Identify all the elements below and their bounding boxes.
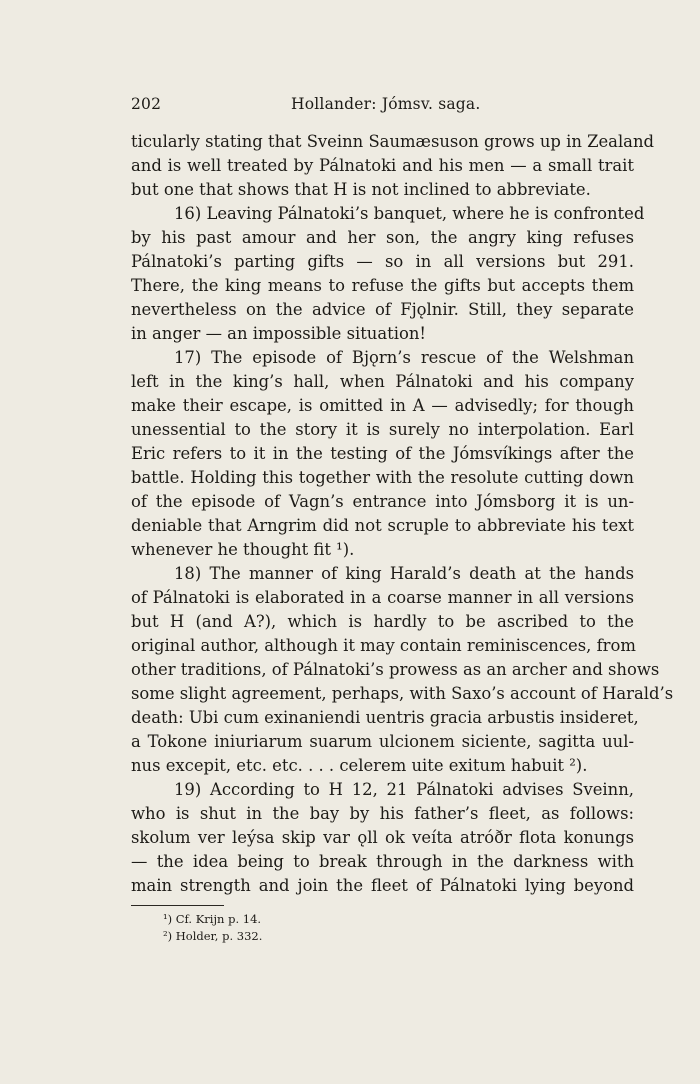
text-line: ticularly stating that Sveinn Saumæsuson grows up in Zealand: [131, 132, 655, 151]
body-text: [131, 130, 674, 898]
text-line: original author, although it may contain reminiscences, from: [131, 636, 636, 655]
running-title: Hollander: Jómsv. saga.: [291, 95, 481, 113]
text-line: and is well treated by Pálnatoki and his men — a small trait: [131, 156, 634, 175]
text-line: other traditions, of Pálnatoki’s prowess as an archer and shows: [131, 660, 660, 679]
text-line: 17) The episode of Bjǫrn’s rescue of the Welshman: [174, 348, 634, 367]
text-line: 18) The manner of king Harald’s death at the hands: [174, 564, 634, 583]
text-line: Eric refers to it in the testing of the Jómsvíkings after the: [131, 444, 634, 463]
text-line: make their escape, is omitted in A — advisedly; for though: [131, 396, 634, 415]
text-line: 16) Leaving Pálnatoki’s banquet, where he is confronted: [174, 204, 645, 223]
text-line: Pálnatoki’s parting gifts — so in all versions but 291.: [131, 252, 634, 271]
text-line: 19) According to H 12, 21 Pálnatoki advises Sveinn,: [174, 780, 634, 799]
text-line: unessential to the story it is surely no interpolation. Earl: [131, 420, 634, 439]
text-line: of Pálnatoki is elaborated in a coarse manner in all versions: [131, 588, 634, 607]
text-line: battle. Holding this together with the resolute cutting down: [131, 468, 634, 487]
text-line: nus excepit, etc. etc. . . . celerem uite exitum habuit ²).: [131, 756, 588, 775]
text-line: but H (and A?), which is hardly to be ascribed to the: [131, 612, 634, 631]
footnote: ²) Holder, p. 332.: [163, 929, 263, 943]
text-line: — the idea being to break through in the darkness with: [131, 852, 634, 871]
text-line: in anger — an impossible situation!: [131, 324, 426, 343]
text-line: skolum ver leýsa skip var ǫll ok veíta atróðr flota konungs: [131, 828, 634, 847]
text-line: who is shut in the bay by his father’s fleet, as follows:: [131, 804, 634, 823]
footnotes: [163, 911, 403, 945]
footnote-divider: [131, 905, 224, 906]
text-line: death: Ubi cum exinaniendi uentris gracia arbustis insideret,: [131, 708, 639, 727]
text-line: a Tokone iniuriarum suarum ulcionem siciente, sagitta uul-: [131, 732, 634, 751]
text-line: There, the king means to refuse the gifts but accepts them: [131, 276, 634, 295]
text-line: main strength and join the fleet of Pálnatoki lying beyond: [131, 876, 634, 895]
text-line: by his past amour and her son, the angry king refuses: [131, 228, 634, 247]
footnote: ¹) Cf. Krijn p. 14.: [163, 912, 262, 926]
text-line: of the episode of Vagn’s entrance into Jómsborg it is un-: [131, 492, 634, 511]
text-line: deniable that Arngrim did not scruple to abbreviate his text: [131, 516, 634, 535]
page-number: 202: [131, 95, 162, 113]
running-head: [131, 95, 634, 119]
text-line: some slight agreement, perhaps, with Saxo’s account of Harald’s: [131, 684, 674, 703]
text-line: but one that shows that H is not inclined to abbreviate.: [131, 180, 591, 199]
text-line: left in the king’s hall, when Pálnatoki and his company: [131, 372, 634, 391]
text-line: nevertheless on the advice of Fjǫlnir. Still, they separate: [131, 300, 634, 319]
text-line: whenever he thought fit ¹).: [131, 540, 355, 559]
